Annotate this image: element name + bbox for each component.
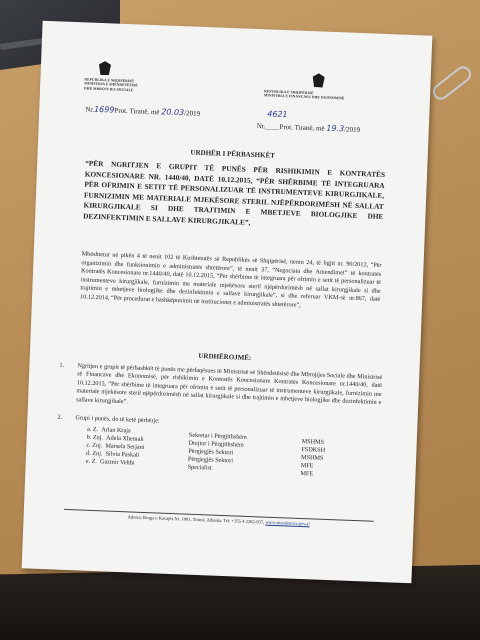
header-left-line3: DHE MBROJTJES SOCIALE (84, 86, 134, 93)
order-heading: URDHËROJMË: (198, 351, 252, 362)
prot-right-date: 19.3 (326, 123, 345, 134)
member-row: b. Znj. Adela Xhemali (86, 433, 144, 443)
document-page (22, 21, 433, 584)
order-item-2-text: Grupi i punës, do të ketë përbërje: (75, 414, 160, 425)
header-right-line2: MINISTRIA E FINANCAVE DHE EKONOMISË (263, 93, 345, 101)
header-right (264, 89, 345, 101)
member-role: Përgjegjës Sektori (187, 455, 234, 465)
document-title: URDHËR I PËRBASHKËT (190, 148, 276, 160)
prot-left-date: 20.03 (161, 107, 185, 118)
member-role: Drejtor i Përgjithshëm (188, 439, 244, 449)
member-row: a. Z. Arlan Kraja (86, 425, 131, 435)
preamble-paragraph: Mbështetur në pikën 4 të nenit 102 të Kushtetutës së Republikës së Shqipërisë, nenin 24, të ligjit nr. 90/2012, “Për organizimin dhe funksionimin e administratës shtetërore”, të nenit 37, “Negociata dhe Amendimet” të kontratës Kontratës Koncesionare nr.1440/40, datë 10.12.2015, “Për shërbime të integruara për ofrimin e setit të personalizuar të instrumenteve kirurgjikale, furnizimin me materiale mjekësore steril njëpërdorimësh në sallat kirurgjikale si dhe trajtimin e mbetjeve biologjike dhe dezinfektimin e sallave kirurgjikale”, si dhe referuar VKM-së nr.867, datë 10.12.2014, “Për procedurat e bashkëpunimit në institucionet e administratës shtetërore”, (79, 250, 382, 309)
member-row: d. Znj. Silvia Paskali (85, 449, 140, 459)
order-item-1-number: 1. (59, 361, 65, 369)
prot-right-handnote: 4621 (267, 109, 288, 120)
footer (64, 509, 374, 529)
member-role: Përgjegjës Sektori (188, 447, 234, 457)
member-org: MFE (300, 469, 314, 478)
order-item-1 (59, 361, 383, 416)
prot-left-number: 1699 (93, 104, 115, 115)
member-role: Specialist (187, 463, 212, 472)
protocol-left (85, 104, 200, 117)
document-subject: “PËR NGRITJEN E GRUPIT TË PUNËS PËR RISHIKIMIN E KONTRATËS KONCESIONARE NR. 1440/40, DATË 10.12.2015, “PËR SHËRBIME TË INTEGRUARA PËR OFRIMIN E SETIT TË PERSONALIZUAR TË INSTRUMENTEVE KIRURGJIKALE, FURNIZIMIN ME MATERIALE MJEKËSORE STERIL NJËPËRDORIMËSH NË SALLAT KIRURGJIKALE SI DHE TRAJTIMIN E MBETJEVE BIOLOGJIKE DHE DEZINFEKTIMIN E SALLAVE KIRURGJIKALE”, (83, 158, 386, 227)
member-org: FSDKSH (301, 445, 326, 454)
header-right-line1: REPUBLIKA E SHQIPËRISË (264, 89, 314, 96)
prot-right-prefix: Nr. (256, 122, 266, 131)
prot-left-prefix: Nr. (85, 105, 95, 114)
prot-right-year: /2019 (343, 125, 361, 134)
prot-left-year: /2019 (183, 109, 201, 118)
member-role: Sekretar i Përgjithshëm (188, 431, 247, 441)
albania-eagle-emblem-icon (99, 61, 112, 75)
footer-address: Adresa: Rruga e Kavajës Nr. 1001, Tiranë, Albania. Tel: +355 4 2362-937, (127, 514, 265, 525)
member-org: MSHMS (301, 437, 325, 446)
member-org: MSHMS (300, 453, 324, 462)
order-item-2-number: 2. (57, 413, 63, 421)
member-row: e. Z. Gazmir Vehbi (85, 457, 135, 467)
member-org: MFE (300, 461, 314, 470)
prot-right-rest: Prot. Tiranë, më (279, 122, 325, 133)
order-item-1-text: Ngritjen e grupit të përbashkët të punës me përfaqësues të Ministrisë së Shëndetësisë dhe Mbrojtjes Sociale dhe Ministrisë së Financave dhe Ekonomisë, për rishikimin e Kontratës Koncesionare Kontratës Koncesionare nr.1440/40, datë 10.12.2015, “Për shërbime të integruara për ofrimin e setit të personalizuar të instrumenteve kirurgjikale, furnizimin me materiale mjekësore steril njëpërdorimësh në sallat kirurgjikale si dhe trajtimin e mbetjeve biologjike dhe dezinfektimin e sallave kirurgjikale”. (76, 362, 383, 407)
protocol-right: Nr.____Prot. Tiranë, më 19.3/2019 (256, 122, 361, 134)
member-row: c. Znj. Marsela Serjani (86, 441, 145, 451)
prot-left-rest: Prot. Tiranë, më (114, 106, 160, 117)
albania-eagle-emblem-icon (312, 73, 325, 87)
header-left-line1: REPUBLIKA E SHQIPËRISË (84, 77, 135, 84)
header-left (84, 77, 138, 92)
header-left-line2: MINISTRIA E SHËNDETËSISË (84, 81, 138, 88)
footer-website-link[interactable]: www.shendetesia.gov.al (265, 519, 310, 527)
